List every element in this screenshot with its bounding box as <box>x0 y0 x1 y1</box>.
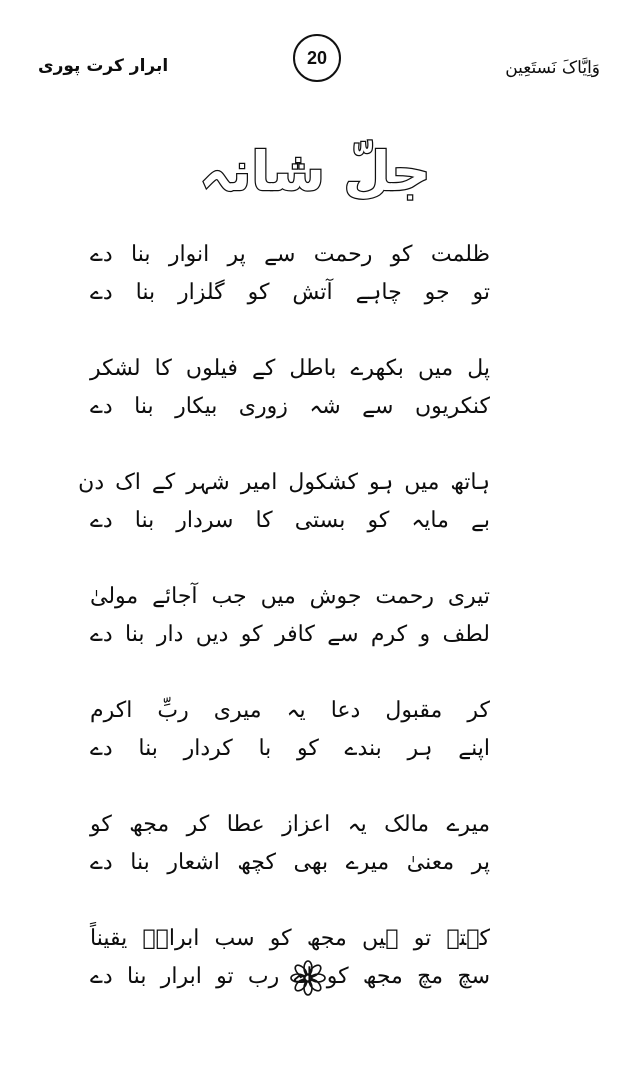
poem-title: جلّ شانہ <box>199 140 431 203</box>
verse-line: لطف و کرم سے کافر کو دیں دار بنا دے <box>90 622 490 647</box>
verse-line: تو جو چاہے آتش کو گلزار بنا دے <box>90 280 490 305</box>
stanza-6 <box>90 806 490 882</box>
verse-line: اپنے ہر بندے کو با کردار بنا دے <box>90 736 490 761</box>
verse-line: میرے مالک یہ اعزاز عطا کر مجھ کو <box>90 812 490 837</box>
stanza-1 <box>90 236 490 312</box>
flower-ornament-icon <box>288 958 328 998</box>
stanza-5 <box>90 692 490 768</box>
page-number: 20 <box>293 34 341 82</box>
verse-line: بے مایہ کو بستی کا سردار بنا دے <box>90 508 490 533</box>
stanza-4 <box>90 578 490 654</box>
stanza-3 <box>78 464 490 540</box>
verse-line: ہاتھ میں ہو کشکول امیر شہر کے اک دن <box>78 470 490 495</box>
book-title: وَاِیَّاکَ نَستَعِین <box>505 58 600 78</box>
stanza-2 <box>90 350 490 426</box>
verse-line: کر مقبول دعا یہ میری ربِّ اکرم <box>90 698 490 723</box>
verse-line: پر معنیٰ میرے بھی کچھ اشعار بنا دے <box>90 850 490 875</box>
poem-body <box>78 236 490 1034</box>
verse-line: ظلمت کو رحمت سے پر انوار بنا دے <box>90 242 490 267</box>
verse-line: کنکریوں سے شہ زوری بیکار بنا دے <box>90 394 490 419</box>
verse-line: پل میں بکھرے باطل کے فیلوں کا لشکر <box>90 356 490 381</box>
author-name: ابرار کرت پوری <box>38 56 169 76</box>
verse-line: تیری رحمت جوش میں جب آجائے مولیٰ <box>90 584 490 609</box>
verse-line: سچ مچ مجھ کو اے رب تو ابرار بنا دے <box>90 964 490 989</box>
verse-line: کہتے تو ہیں مجھ کو سب ابرارؔ یقیناً <box>90 926 490 951</box>
